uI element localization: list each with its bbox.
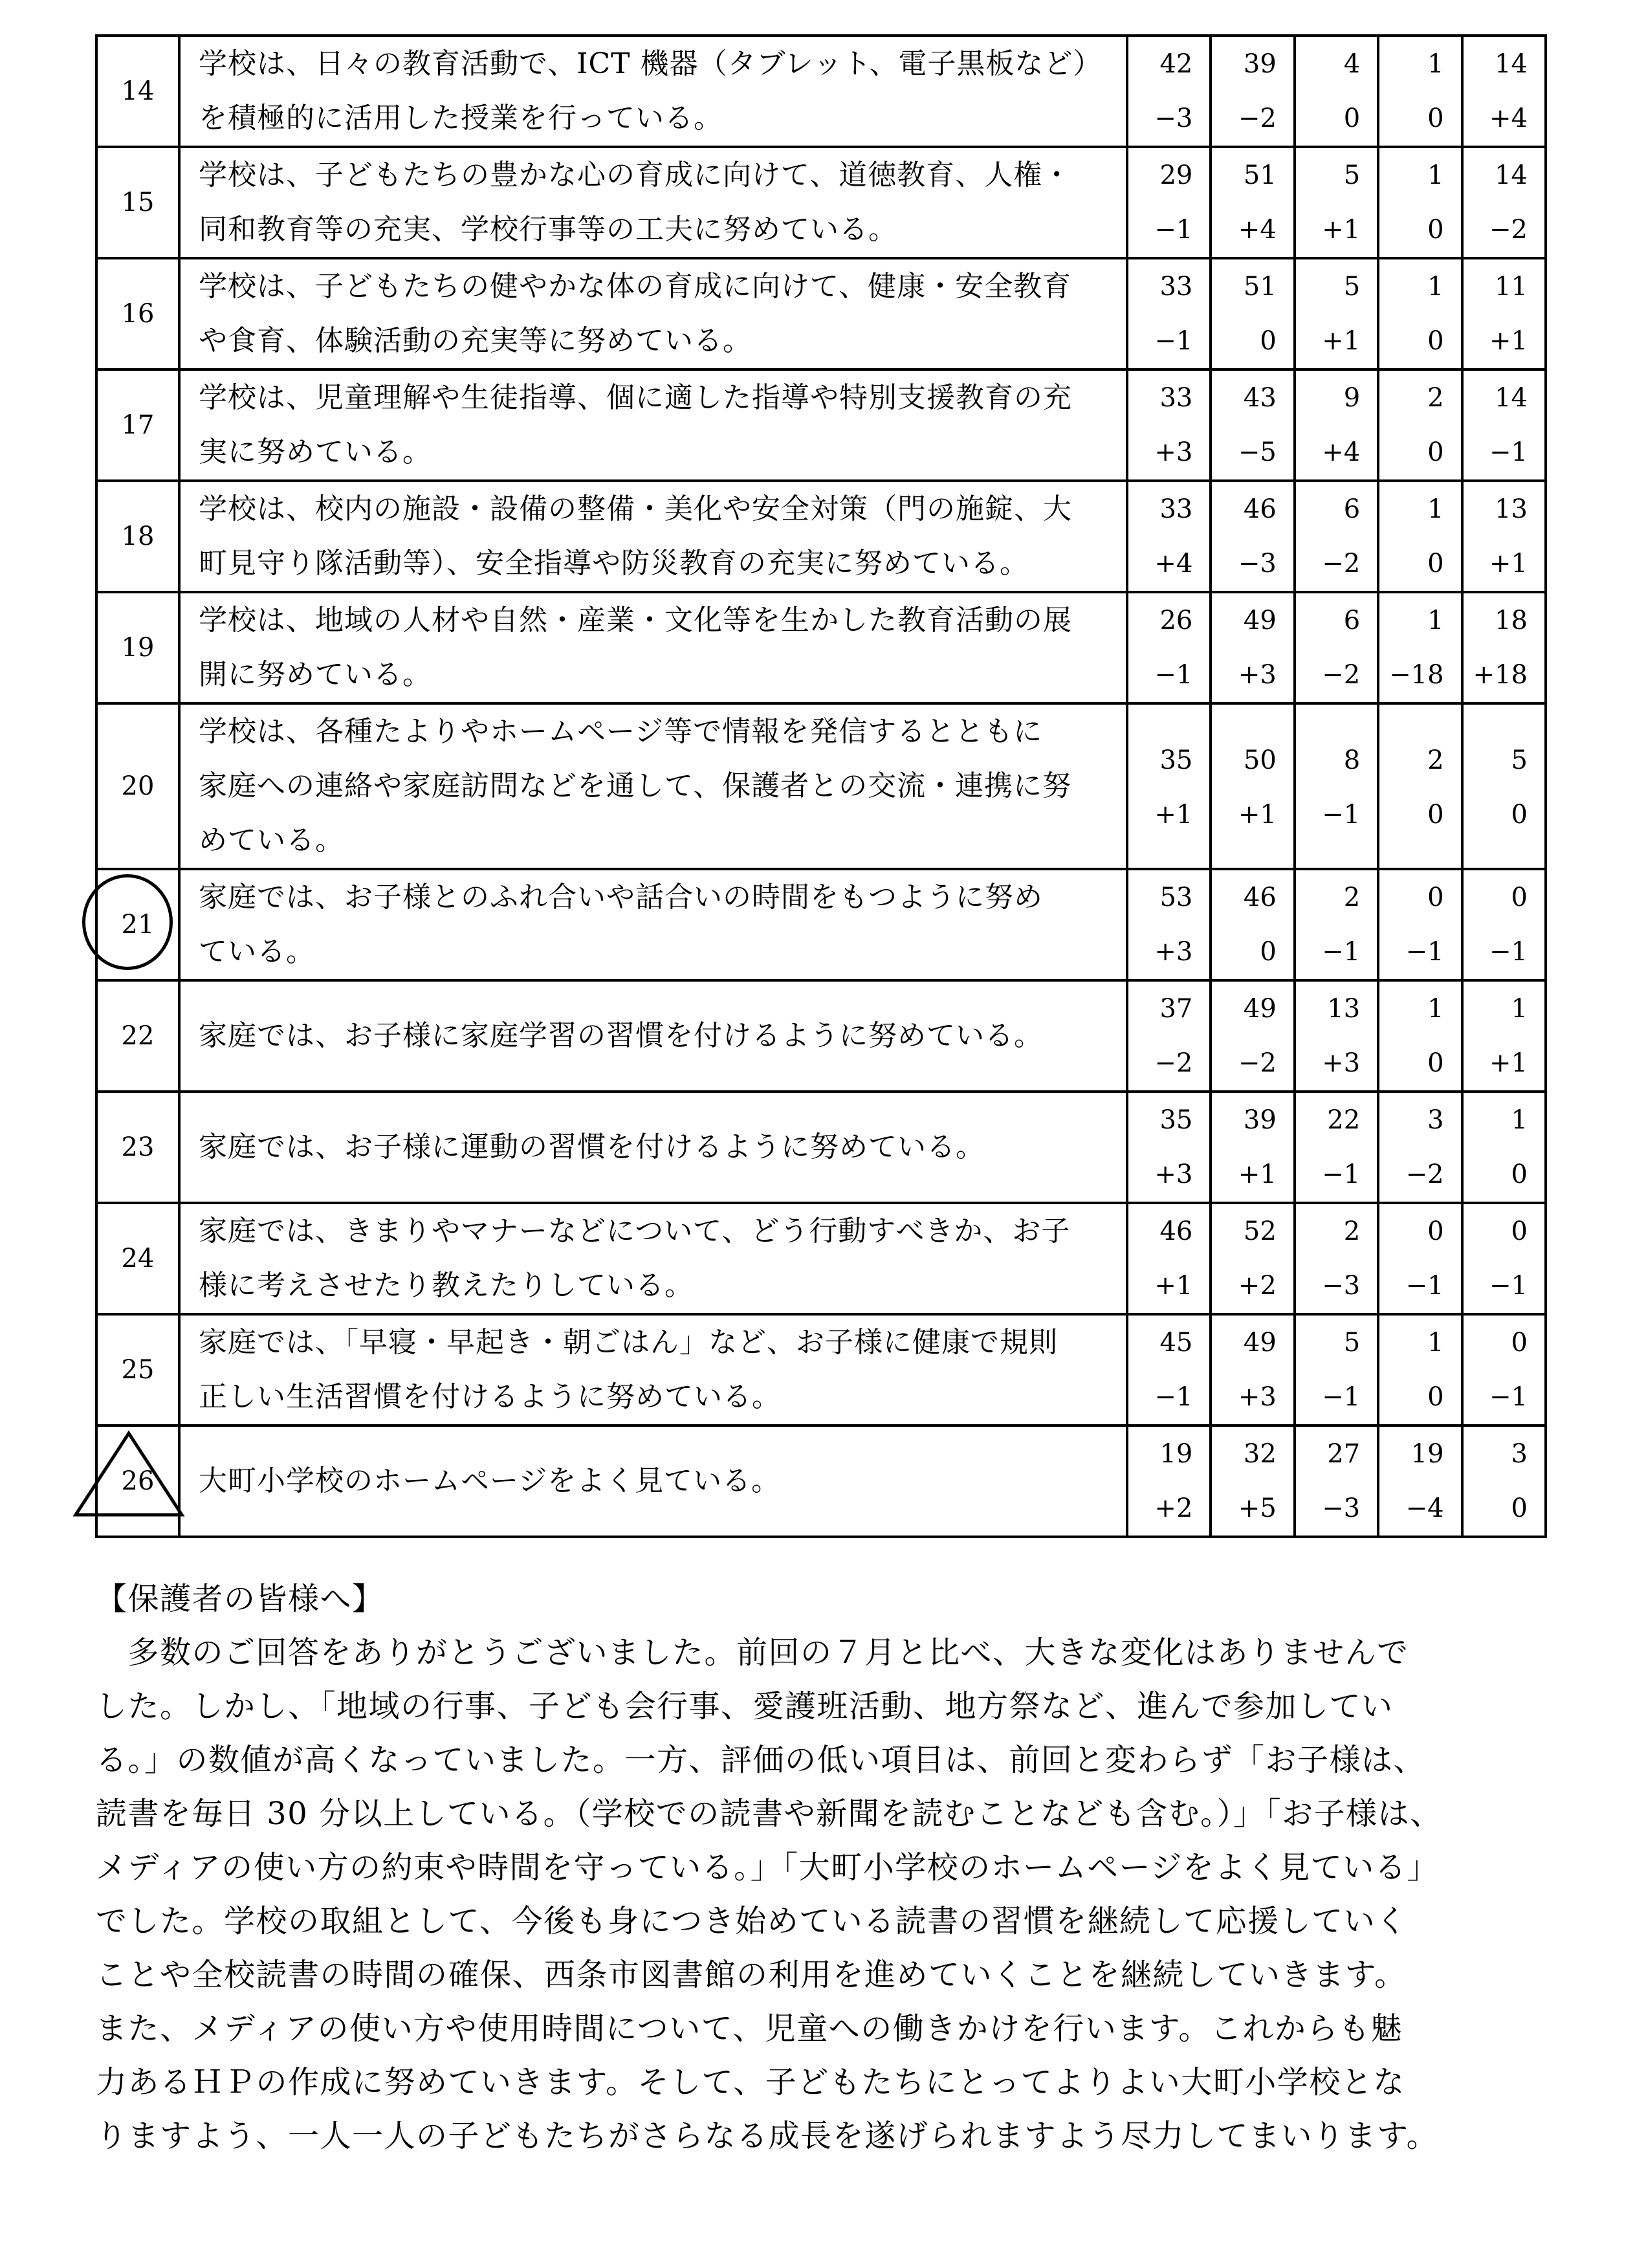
item-number-cell <box>96 980 179 1092</box>
value-cell-col-3 <box>1295 481 1378 592</box>
percentage-value: 33 <box>1159 383 1193 413</box>
change-value: −3 <box>1322 1493 1361 1523</box>
table-row <box>96 258 1546 369</box>
change-value: −1 <box>1322 1160 1361 1189</box>
change-value: +4 <box>1322 437 1361 467</box>
value-cell-col-4 <box>1378 592 1462 703</box>
percentage-value: 37 <box>1159 994 1193 1024</box>
survey-results-table <box>95 34 1547 1538</box>
item-description-line: 同和教育等の充実、学校行事等の工夫に努めている。 <box>199 213 897 246</box>
item-description-line: 学校は、児童理解や生徒指導、個に適した指導や特別支援教育の充 <box>199 381 1072 414</box>
percentage-value: 3 <box>1511 1439 1528 1469</box>
change-value: +4 <box>1238 215 1277 245</box>
table-row <box>96 703 1546 869</box>
item-description-line: ている。 <box>199 935 315 968</box>
percentage-value: 1 <box>1427 606 1444 635</box>
percentage-value: 2 <box>1427 383 1444 413</box>
percentage-value: 0 <box>1427 1217 1444 1246</box>
percentage-value: 14 <box>1495 49 1528 79</box>
percentage-value: 1 <box>1427 49 1444 79</box>
change-value: 0 <box>1427 549 1444 578</box>
percentage-value: 45 <box>1159 1328 1193 1358</box>
percentage-value: 46 <box>1243 494 1277 524</box>
percentage-value: 5 <box>1343 272 1361 302</box>
change-value: 0 <box>1511 1160 1528 1189</box>
table-row <box>96 592 1546 703</box>
table-body <box>96 36 1546 1537</box>
percentage-value: 26 <box>1159 606 1193 635</box>
item-number: 18 <box>121 522 155 551</box>
notice-line: りますよう、一人一人の子どもたちがさらなる成長を遂げられますよう尽力してまいります。 <box>96 2118 1439 2154</box>
notice-line: した。しかし、「地域の行事、子ども会行事、愛護班活動、地方祭など、進んで参加してい <box>96 1688 1394 1724</box>
change-value: +1 <box>1489 326 1528 356</box>
percentage-value: 18 <box>1495 606 1528 635</box>
percentage-value: 2 <box>1343 883 1361 912</box>
table-row <box>96 147 1546 258</box>
value-cell-col-4 <box>1378 980 1462 1092</box>
notice-line: 力あるＨＰの作成に努めていきます。そして、子どもたちにとってよりよい大町小学校とな <box>96 2064 1405 2100</box>
value-cell-col-2 <box>1211 1203 1294 1314</box>
percentage-value: 8 <box>1343 745 1361 775</box>
item-number: 19 <box>121 633 155 663</box>
notice-line: 読書を毎日 30 分以上している。（学校での読書や新聞を読むことなども含む。）」「お子様は、 <box>96 1796 1442 1832</box>
change-value: 0 <box>1427 1382 1444 1412</box>
change-value: −1 <box>1405 1271 1444 1301</box>
value-cell-col-5 <box>1462 592 1546 703</box>
change-value: −2 <box>1238 104 1277 133</box>
value-cell-col-2 <box>1211 36 1294 147</box>
percentage-value: 14 <box>1495 160 1528 190</box>
change-value: +1 <box>1154 800 1193 830</box>
change-value: −1 <box>1322 1382 1361 1412</box>
item-description-line: 家庭では、お子様に家庭学習の習慣を付けるように努めている。 <box>199 1019 1043 1052</box>
percentage-value: 32 <box>1243 1439 1277 1469</box>
change-value: +1 <box>1489 549 1528 578</box>
value-cell-col-2 <box>1211 869 1294 980</box>
value-cell-col-3 <box>1295 1203 1378 1314</box>
item-description-line: 学校は、子どもたちの豊かな心の育成に向けて、道徳教育、人権・ <box>199 159 1072 192</box>
percentage-value: 1 <box>1427 160 1444 190</box>
table-row <box>96 980 1546 1092</box>
change-value: −2 <box>1489 215 1528 245</box>
value-cell-col-1 <box>1127 147 1211 258</box>
notice-line: メディアの使い方の約束や時間を守っている。」「大町小学校のホームページをよく見ている」 <box>96 1849 1439 1886</box>
change-value: −1 <box>1405 937 1444 967</box>
percentage-value: 27 <box>1327 1439 1361 1469</box>
percentage-value: 51 <box>1243 272 1277 302</box>
value-cell-col-4 <box>1378 1426 1462 1537</box>
change-value: +1 <box>1322 215 1361 245</box>
value-cell-col-2 <box>1211 1426 1294 1537</box>
item-description-cell <box>179 1203 1127 1314</box>
notice-line: ことや全校読書の時間の確保、西条市図書館の利用を進めていくことを継続していきます。 <box>96 1957 1407 1993</box>
item-description-line: 町見守り隊活動等）、安全指導や防災教育の充実に努めている。 <box>199 547 1029 580</box>
value-cell-col-1 <box>1127 36 1211 147</box>
item-description-cell <box>179 869 1127 980</box>
percentage-value: 0 <box>1511 1328 1528 1358</box>
item-description-line: めている。 <box>199 824 344 857</box>
change-value: −1 <box>1489 1382 1528 1412</box>
change-value: +3 <box>1154 1160 1193 1189</box>
percentage-value: 2 <box>1343 1217 1361 1246</box>
value-cell-col-3 <box>1295 980 1378 1092</box>
percentage-value: 51 <box>1243 160 1277 190</box>
percentage-value: 1 <box>1427 494 1444 524</box>
change-value: −2 <box>1238 1048 1277 1078</box>
percentage-value: 29 <box>1159 160 1193 190</box>
percentage-value: 49 <box>1243 606 1277 635</box>
value-cell-col-5 <box>1462 1426 1546 1537</box>
item-description-cell <box>179 1314 1127 1426</box>
item-number: 15 <box>121 188 155 217</box>
value-cell-col-1 <box>1127 369 1211 481</box>
change-value: +1 <box>1322 326 1361 356</box>
percentage-value: 46 <box>1243 883 1277 912</box>
item-description-line: 学校は、地域の人材や自然・産業・文化等を生かした教育活動の展 <box>199 604 1072 637</box>
percentage-value: 43 <box>1243 383 1277 413</box>
item-number-cell <box>96 1426 179 1537</box>
change-value: −1 <box>1489 937 1528 967</box>
item-number: 22 <box>121 1021 155 1051</box>
percentage-value: 0 <box>1511 883 1528 912</box>
value-cell-col-3 <box>1295 703 1378 869</box>
notice-line: また、メディアの使い方や使用時間について、児童への働きかけを行います。これからも魅 <box>96 2010 1403 2047</box>
item-description-cell <box>179 592 1127 703</box>
item-number: 14 <box>121 76 155 106</box>
item-description-line: 学校は、子どもたちの健やかな体の育成に向けて、健康・安全教育 <box>199 270 1072 303</box>
item-number: 17 <box>121 410 155 440</box>
change-value: +1 <box>1489 1048 1528 1078</box>
change-value: −2 <box>1405 1160 1444 1189</box>
value-cell-col-1 <box>1127 1314 1211 1426</box>
value-cell-col-5 <box>1462 1314 1546 1426</box>
percentage-value: 6 <box>1343 494 1361 524</box>
value-cell-col-1 <box>1127 1203 1211 1314</box>
change-value: +3 <box>1322 1048 1361 1078</box>
value-cell-col-4 <box>1378 36 1462 147</box>
percentage-value: 46 <box>1159 1217 1193 1246</box>
change-value: −1 <box>1154 326 1193 356</box>
table-row <box>96 1314 1546 1426</box>
change-value: 0 <box>1427 1048 1444 1078</box>
value-cell-col-4 <box>1378 869 1462 980</box>
percentage-value: 3 <box>1427 1105 1444 1135</box>
change-value: −18 <box>1389 660 1444 690</box>
item-description-line: や食育、体験活動の充実等に努めている。 <box>199 324 752 357</box>
item-description-line: 大町小学校のホームページをよく見ている。 <box>199 1464 781 1497</box>
value-cell-col-1 <box>1127 481 1211 592</box>
value-cell-col-2 <box>1211 703 1294 869</box>
change-value: −1 <box>1489 1271 1528 1301</box>
change-value: −1 <box>1154 1382 1193 1412</box>
value-cell-col-1 <box>1127 703 1211 869</box>
item-number: 16 <box>121 299 155 329</box>
value-cell-col-2 <box>1211 1092 1294 1203</box>
value-cell-col-4 <box>1378 1092 1462 1203</box>
change-value: −1 <box>1322 937 1361 967</box>
percentage-value: 4 <box>1343 49 1361 79</box>
change-value: +5 <box>1238 1493 1277 1523</box>
value-cell-col-3 <box>1295 1092 1378 1203</box>
percentage-value: 35 <box>1159 745 1193 775</box>
change-value: +4 <box>1154 549 1193 578</box>
item-description-cell <box>179 36 1127 147</box>
change-value: 0 <box>1427 215 1444 245</box>
value-cell-col-2 <box>1211 592 1294 703</box>
table-row <box>96 481 1546 592</box>
value-cell-col-1 <box>1127 592 1211 703</box>
percentage-value: 11 <box>1495 272 1528 302</box>
change-value: −3 <box>1154 104 1193 133</box>
item-number: 23 <box>121 1132 155 1162</box>
item-description-cell <box>179 1426 1127 1537</box>
value-cell-col-3 <box>1295 592 1378 703</box>
item-number-cell <box>96 481 179 592</box>
value-cell-col-4 <box>1378 258 1462 369</box>
notice-line: でした。学校の取組として、今後も身につき始めている読書の習慣を継続して応援していく <box>96 1903 1408 1939</box>
value-cell-col-4 <box>1378 369 1462 481</box>
item-number-cell <box>96 369 179 481</box>
item-description-cell <box>179 147 1127 258</box>
percentage-value: 49 <box>1243 994 1277 1024</box>
change-value: +3 <box>1238 1382 1277 1412</box>
change-value: +1 <box>1154 1271 1193 1301</box>
percentage-value: 42 <box>1159 49 1193 79</box>
change-value: −3 <box>1238 549 1277 578</box>
change-value: +1 <box>1238 800 1277 830</box>
value-cell-col-3 <box>1295 147 1378 258</box>
notice-heading: 【保護者の皆様へ】 <box>96 1581 384 1617</box>
percentage-value: 1 <box>1511 1105 1528 1135</box>
change-value: 0 <box>1260 937 1277 967</box>
item-description-cell <box>179 703 1127 869</box>
value-cell-col-2 <box>1211 258 1294 369</box>
item-number-cell <box>96 258 179 369</box>
percentage-value: 1 <box>1427 272 1444 302</box>
value-cell-col-2 <box>1211 147 1294 258</box>
change-value: −1 <box>1322 800 1361 830</box>
percentage-value: 19 <box>1159 1439 1193 1469</box>
change-value: −5 <box>1238 437 1277 467</box>
value-cell-col-1 <box>1127 980 1211 1092</box>
value-cell-col-1 <box>1127 1426 1211 1537</box>
change-value: −2 <box>1154 1048 1193 1078</box>
change-value: −1 <box>1154 215 1193 245</box>
value-cell-col-5 <box>1462 258 1546 369</box>
item-description-line: 家庭では、きまりやマナーなどについて、どう行動すべきか、お子 <box>199 1215 1071 1248</box>
percentage-value: 22 <box>1327 1105 1361 1135</box>
percentage-value: 1 <box>1427 994 1444 1024</box>
value-cell-col-3 <box>1295 369 1378 481</box>
item-description-line: 学校は、各種たよりやホームページ等で情報を発信するとともに <box>199 715 1043 748</box>
percentage-value: 0 <box>1511 1217 1528 1246</box>
change-value: 0 <box>1260 326 1277 356</box>
item-number: 25 <box>121 1355 155 1385</box>
percentage-value: 5 <box>1511 745 1528 775</box>
value-cell-col-3 <box>1295 1426 1378 1537</box>
percentage-value: 33 <box>1159 272 1193 302</box>
change-value: +3 <box>1238 660 1277 690</box>
item-number-cell <box>96 592 179 703</box>
value-cell-col-4 <box>1378 1203 1462 1314</box>
notice-body <box>96 1626 1564 2163</box>
change-value: −1 <box>1489 437 1528 467</box>
item-number-cell <box>96 869 179 980</box>
change-value: +2 <box>1154 1493 1193 1523</box>
change-value: 0 <box>1511 1493 1528 1523</box>
item-number-cell <box>96 703 179 869</box>
change-value: −1 <box>1154 660 1193 690</box>
item-description-line: 家庭では、お子様とのふれ合いや話合いの時間をもつように努め <box>199 881 1043 914</box>
value-cell-col-5 <box>1462 703 1546 869</box>
item-description-line: 実に努めている。 <box>199 435 432 468</box>
value-cell-col-2 <box>1211 980 1294 1092</box>
percentage-value: 19 <box>1410 1439 1444 1469</box>
value-cell-col-2 <box>1211 1314 1294 1426</box>
percentage-value: 14 <box>1495 383 1528 413</box>
table-row <box>96 1092 1546 1203</box>
item-description-cell <box>179 481 1127 592</box>
percentage-value: 5 <box>1343 1328 1361 1358</box>
table-row <box>96 869 1546 980</box>
item-description-line: 学校は、日々の教育活動で、ICT 機器（タブレット、電子黒板など） <box>199 47 1103 80</box>
value-cell-col-4 <box>1378 703 1462 869</box>
value-cell-col-3 <box>1295 1314 1378 1426</box>
item-description-line: 様に考えさせたり教えたりしている。 <box>199 1269 694 1302</box>
percentage-value: 52 <box>1243 1217 1277 1246</box>
change-value: 0 <box>1343 104 1361 133</box>
change-value: −2 <box>1322 660 1361 690</box>
value-cell-col-5 <box>1462 1203 1546 1314</box>
percentage-value: 49 <box>1243 1328 1277 1358</box>
change-value: +4 <box>1489 104 1528 133</box>
percentage-value: 9 <box>1343 383 1361 413</box>
value-cell-col-5 <box>1462 481 1546 592</box>
change-value: 0 <box>1427 800 1444 830</box>
change-value: 0 <box>1427 104 1444 133</box>
item-description-line: 学校は、校内の施設・設備の整備・美化や安全対策（門の施錠、大 <box>199 492 1072 525</box>
value-cell-col-1 <box>1127 1092 1211 1203</box>
item-number: 26 <box>121 1466 155 1496</box>
item-description-line: 開に努めている。 <box>199 658 432 691</box>
percentage-value: 1 <box>1511 994 1528 1024</box>
table-row <box>96 1203 1546 1314</box>
percentage-value: 39 <box>1243 1105 1277 1135</box>
item-description-line: を積極的に活用した授業を行っている。 <box>199 102 723 135</box>
percentage-value: 2 <box>1427 745 1444 775</box>
change-value: 0 <box>1427 326 1444 356</box>
percentage-value: 35 <box>1159 1105 1193 1135</box>
percentage-value: 39 <box>1243 49 1277 79</box>
change-value: 0 <box>1511 800 1528 830</box>
percentage-value: 33 <box>1159 494 1193 524</box>
value-cell-col-1 <box>1127 258 1211 369</box>
percentage-value: 6 <box>1343 606 1361 635</box>
value-cell-col-5 <box>1462 36 1546 147</box>
percentage-value: 13 <box>1495 494 1528 524</box>
change-value: −3 <box>1322 1271 1361 1301</box>
percentage-value: 5 <box>1343 160 1361 190</box>
value-cell-col-3 <box>1295 258 1378 369</box>
item-number: 24 <box>121 1244 155 1273</box>
table-row <box>96 369 1546 481</box>
item-number-cell <box>96 147 179 258</box>
value-cell-col-4 <box>1378 481 1462 592</box>
change-value: +2 <box>1238 1271 1277 1301</box>
value-cell-col-2 <box>1211 481 1294 592</box>
notice-line: る。」の数値が高くなっていました。一方、評価の低い項目は、前回と変わらず「お子様は、 <box>96 1742 1426 1778</box>
value-cell-col-1 <box>1127 869 1211 980</box>
value-cell-col-5 <box>1462 147 1546 258</box>
change-value: 0 <box>1427 437 1444 467</box>
item-description-line: 家庭への連絡や家庭訪問などを通して、保護者との交流・連携に努 <box>199 769 1072 802</box>
value-cell-col-3 <box>1295 36 1378 147</box>
item-description-line: 正しい生活習慣を付けるように努めている。 <box>199 1380 781 1413</box>
percentage-value: 50 <box>1243 745 1277 775</box>
percentage-value: 1 <box>1427 1328 1444 1358</box>
change-value: +18 <box>1473 660 1528 690</box>
item-number-cell <box>96 1203 179 1314</box>
percentage-value: 53 <box>1159 883 1193 912</box>
value-cell-col-3 <box>1295 869 1378 980</box>
item-description-cell <box>179 369 1127 481</box>
value-cell-col-2 <box>1211 369 1294 481</box>
item-description-cell <box>179 1092 1127 1203</box>
change-value: +3 <box>1154 437 1193 467</box>
value-cell-col-5 <box>1462 369 1546 481</box>
value-cell-col-5 <box>1462 980 1546 1092</box>
change-value: −4 <box>1405 1493 1444 1523</box>
value-cell-col-4 <box>1378 147 1462 258</box>
item-description-line: 家庭では、「早寝・早起き・朝ごはん」など、お子様に健康で規則 <box>199 1326 1058 1359</box>
parent-notice <box>96 1572 1564 2163</box>
item-number-cell <box>96 1092 179 1203</box>
change-value: −2 <box>1322 549 1361 578</box>
item-number: 20 <box>121 771 155 801</box>
item-number: 21 <box>121 910 155 940</box>
item-description-line: 家庭では、お子様に運動の習慣を付けるように努めている。 <box>199 1130 985 1163</box>
value-cell-col-4 <box>1378 1314 1462 1426</box>
notice-line: 多数のご回答をありがとうございました。前回の７月と比べ、大きな変化はありませんで <box>96 1635 1409 1671</box>
table-row <box>96 1426 1546 1537</box>
item-number-cell <box>96 1314 179 1426</box>
item-number-cell <box>96 36 179 147</box>
item-description-cell <box>179 980 1127 1092</box>
percentage-value: 0 <box>1427 883 1444 912</box>
change-value: +1 <box>1238 1160 1277 1189</box>
change-value: +3 <box>1154 937 1193 967</box>
percentage-value: 13 <box>1327 994 1361 1024</box>
value-cell-col-5 <box>1462 1092 1546 1203</box>
value-cell-col-5 <box>1462 869 1546 980</box>
item-description-cell <box>179 258 1127 369</box>
table-row <box>96 36 1546 147</box>
